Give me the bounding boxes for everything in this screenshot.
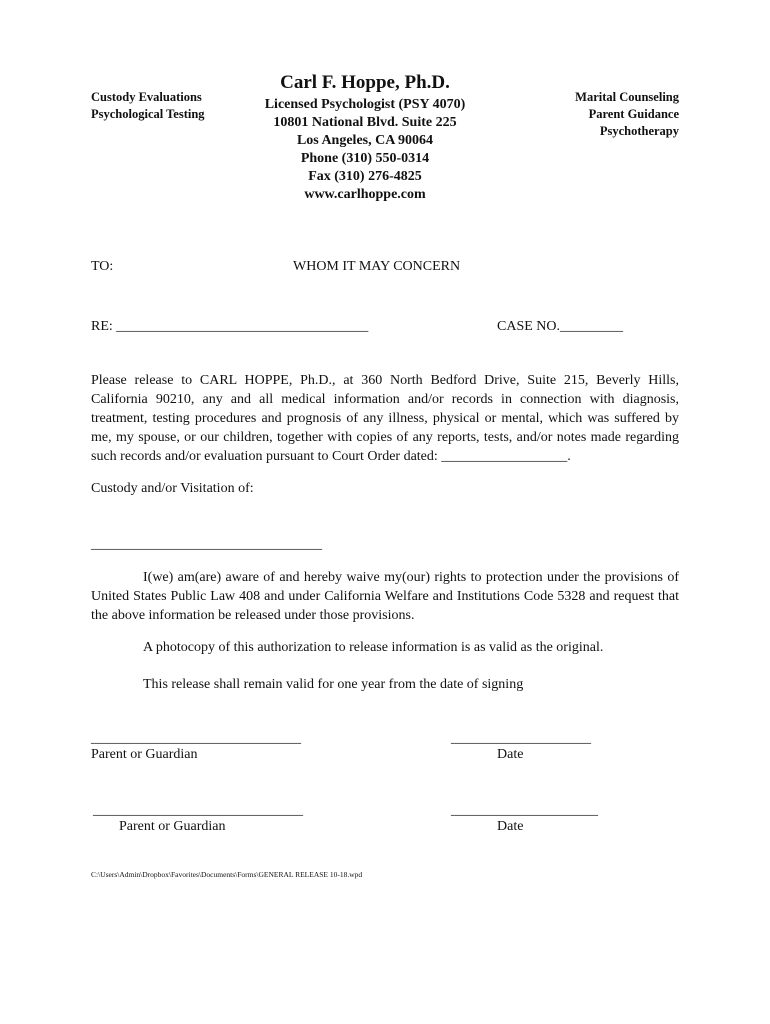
- signature-label-1: Parent or Guardian: [91, 747, 198, 762]
- date-label-2: Date: [497, 819, 524, 834]
- file-path-footer: C:\Users\Admin\Dropbox\Favorites\Documents\Forms\GENERAL RELEASE 10-18.wpd: [91, 870, 363, 879]
- signature-line-1[interactable]: ______________________________: [91, 731, 301, 746]
- photocopy-statement: A photocopy of this authorization to release information is as valid as the original.: [143, 640, 604, 655]
- release-paragraph: Please release to CARL HOPPE, Ph.D., at 360 North Bedford Drive, Suite 215, Beverly Hills, California 90210, any and all medical information and/or records in connection with diagnosis, treatment, testing procedures and prognosis of any illness, physical or mental, which was suffered by me, my spouse, or our children, together with copies of any reports, tests, and/or notes made regarding such records and/or evaluation pursuant to Court Order dated: __________________.: [91, 373, 679, 464]
- case-number-field[interactable]: CASE NO._________: [497, 319, 624, 334]
- signature-label-2: Parent or Guardian: [119, 819, 226, 834]
- re-field[interactable]: RE: ____________________________________: [91, 319, 369, 334]
- address-street: 10801 National Blvd. Suite 225: [273, 115, 457, 130]
- license-line: Licensed Psychologist (PSY 4070): [264, 97, 466, 112]
- phone-line: Phone (310) 550-0314: [300, 151, 430, 166]
- header-right-services: [575, 89, 679, 140]
- waiver-paragraph: I(we) am(are) aware of and hereby waive my(our) rights to protection under the provisions of United States Public Law 408 and under California Welfare and Institutions Code 5328 and request that the above information be released under those provisions.: [91, 570, 679, 623]
- date-line-2[interactable]: _____________________: [451, 803, 598, 818]
- date-label-1: Date: [497, 747, 524, 762]
- custody-label: Custody and/or Visitation of:: [91, 481, 254, 496]
- custody-line[interactable]: _________________________________: [91, 537, 322, 552]
- to-value: WHOM IT MAY CONCERN: [293, 259, 461, 274]
- service-parent-guidance: Parent Guidance: [588, 107, 679, 121]
- fax-line: Fax (310) 276-4825: [308, 169, 422, 184]
- address-city: Los Angeles, CA 90064: [296, 133, 434, 148]
- to-label: TO:: [91, 259, 114, 274]
- service-custody-evaluations: Custody Evaluations: [91, 90, 202, 104]
- practitioner-name: Carl F. Hoppe, Ph.D.: [280, 72, 450, 93]
- validity-statement: This release shall remain valid for one year from the date of signing: [143, 677, 524, 692]
- service-psychological-testing: Psychological Testing: [91, 107, 205, 121]
- date-line-1[interactable]: ____________________: [451, 731, 591, 746]
- signature-line-2[interactable]: ______________________________: [93, 803, 303, 818]
- service-psychotherapy: Psychotherapy: [599, 124, 679, 138]
- website-line: www.carlhoppe.com: [304, 187, 426, 202]
- service-marital-counseling: Marital Counseling: [575, 90, 679, 104]
